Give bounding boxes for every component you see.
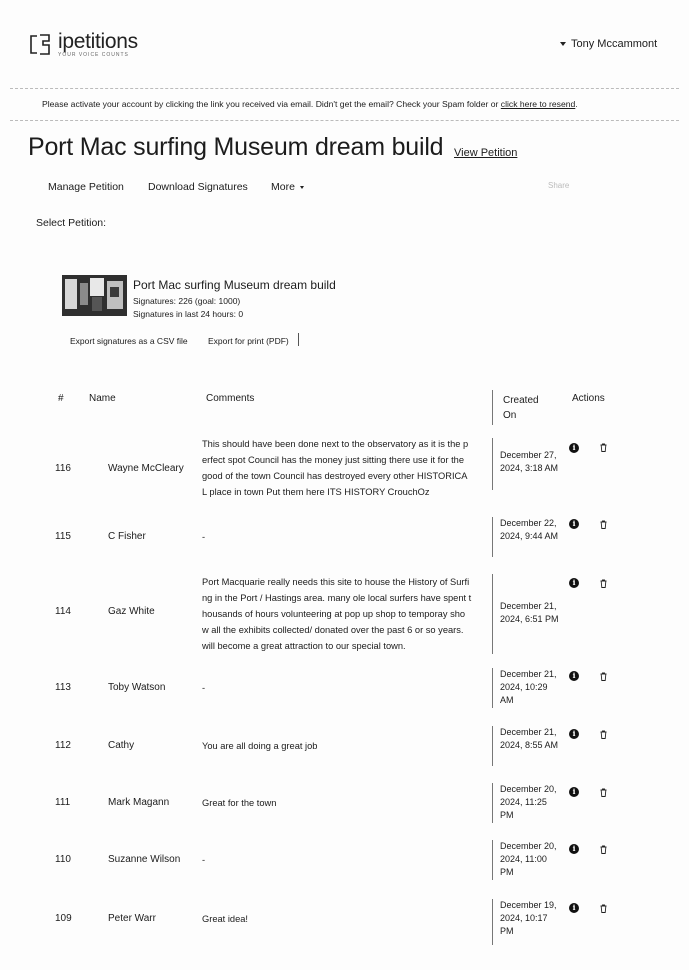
petition-thumbnail	[62, 275, 127, 316]
export-pdf-link[interactable]: Export for print (PDF)	[208, 336, 289, 346]
manage-petition-tab[interactable]: Manage Petition	[48, 181, 124, 193]
logo[interactable]	[28, 32, 138, 58]
petition-title[interactable]: Port Mac surfing Museum dream build	[133, 278, 336, 292]
divider	[492, 899, 493, 945]
info-icon[interactable]: i	[569, 519, 579, 529]
user-name: Tony Mccammont	[571, 38, 658, 50]
logo-name: ipetitions	[58, 30, 138, 53]
comment-text: -	[202, 683, 206, 693]
more-menu[interactable]	[271, 181, 304, 193]
row-id: 113	[55, 682, 71, 693]
logo-mark-icon	[28, 32, 52, 56]
notice-text: Please activate your account by clicking the link you received via email. Didn't get the email? Check your Spam folder or	[42, 99, 501, 109]
trash-icon[interactable]	[600, 845, 607, 854]
row-id: 110	[55, 854, 71, 865]
created-date: December 21, 2024, 6:51 PM	[500, 601, 559, 624]
more-label: More	[271, 181, 295, 193]
table-row	[0, 783, 689, 825]
created-date: December 27, 2024, 3:18 AM	[500, 450, 559, 473]
notice-end: .	[575, 99, 578, 109]
info-icon[interactable]: i	[569, 671, 579, 681]
signer-name: Suzanne Wilson	[108, 854, 181, 865]
signer-name: Gaz White	[108, 606, 155, 617]
trash-icon[interactable]	[600, 579, 607, 588]
export-csv-link[interactable]: Export signatures as a CSV file	[70, 336, 188, 346]
comment-text: -	[202, 855, 206, 865]
signer-name: Toby Watson	[108, 682, 166, 693]
col-header-name: Name	[89, 393, 116, 404]
view-petition-link[interactable]: View Petition	[454, 147, 518, 159]
table-row	[0, 726, 689, 768]
trash-icon[interactable]	[600, 443, 607, 452]
divider	[492, 390, 493, 425]
row-id: 109	[55, 913, 72, 924]
signer-name: Peter Warr	[108, 913, 156, 924]
comment-text: Great for the town	[202, 798, 277, 808]
table-row	[0, 436, 689, 500]
comment-text: This should have been done next to the observatory as it is the p erfect spot Council has the money just sitting there use it for the good of the town Council has destroyed every other HISTORICA L place in town Put them here ITS HISTORY CrouchOz	[202, 439, 469, 497]
info-icon[interactable]: i	[569, 443, 579, 453]
created-date: December 20, 2024, 11:25 PM	[500, 784, 557, 820]
table-row	[0, 517, 689, 557]
col-header-id: #	[58, 393, 64, 404]
divider	[492, 438, 493, 490]
row-id: 115	[55, 531, 71, 542]
row-id: 111	[55, 797, 71, 808]
divider	[10, 120, 679, 121]
created-date: December 21, 2024, 10:29 AM	[500, 669, 557, 705]
comment-text: You are all doing a great job	[202, 741, 318, 751]
comment-text: -	[202, 532, 206, 542]
col-header-comments: Comments	[206, 393, 255, 404]
divider	[492, 668, 493, 708]
divider	[492, 840, 493, 880]
logo-tagline: YOUR VOICE COUNTS	[58, 52, 129, 58]
select-petition-label: Select Petition:	[36, 217, 107, 229]
created-date: December 20, 2024, 11:00 PM	[500, 841, 557, 877]
download-signatures-tab[interactable]: Download Signatures	[148, 181, 248, 193]
signature-count: Signatures: 226 (goal: 1000)	[133, 296, 241, 306]
user-menu[interactable]	[560, 38, 657, 50]
col-header-actions: Actions	[572, 393, 605, 404]
trash-icon[interactable]	[600, 730, 607, 739]
divider	[10, 88, 679, 89]
activation-notice	[42, 99, 578, 109]
created-date: December 19, 2024, 10:17 PM	[500, 900, 557, 936]
divider	[492, 517, 493, 557]
table-row	[0, 899, 689, 941]
caret-down-icon	[560, 42, 566, 46]
divider	[492, 574, 493, 654]
share-button[interactable]: Share	[548, 181, 570, 190]
info-icon[interactable]: i	[569, 729, 579, 739]
col-header-created: Created On	[503, 395, 539, 421]
info-icon[interactable]: i	[569, 903, 579, 913]
info-icon[interactable]: i	[569, 844, 579, 854]
trash-icon[interactable]	[600, 520, 607, 529]
info-icon[interactable]: i	[569, 578, 579, 588]
signatures-last-24h: Signatures in last 24 hours: 0	[133, 309, 244, 319]
row-id: 114	[55, 606, 71, 617]
info-icon[interactable]: i	[569, 787, 579, 797]
resend-link[interactable]: click here to resend	[500, 99, 576, 109]
comment-text: Great idea!	[202, 914, 248, 924]
page-title: Port Mac surfing Museum dream build	[28, 133, 444, 161]
signer-name: Cathy	[108, 740, 135, 751]
row-id: 116	[55, 463, 71, 474]
comment-text: Port Macquarie really needs this site to house the History of Surfi ng in the Port / Hastings area. many ole local surfers have spent t housands of hours volunteering at pop up shop to temporay sho w all the exhibits collected/ donated over the past 6 or so years. will become a great attraction to our special town.	[202, 577, 472, 651]
table-row	[0, 668, 689, 710]
trash-icon[interactable]	[600, 672, 607, 681]
created-date: December 22, 2024, 9:44 AM	[500, 518, 559, 541]
table-row	[0, 840, 689, 882]
caret-down-icon	[300, 186, 304, 189]
created-date: December 21, 2024, 8:55 AM	[500, 727, 559, 750]
trash-icon[interactable]	[600, 788, 607, 797]
signer-name: Wayne McCleary	[108, 463, 184, 474]
divider	[492, 726, 493, 766]
signer-name: Mark Magann	[108, 797, 170, 808]
signer-name: C Fisher	[108, 531, 146, 542]
divider	[298, 333, 299, 346]
row-id: 112	[55, 740, 71, 751]
trash-icon[interactable]	[600, 904, 607, 913]
divider	[492, 783, 493, 823]
table-row	[0, 574, 689, 654]
